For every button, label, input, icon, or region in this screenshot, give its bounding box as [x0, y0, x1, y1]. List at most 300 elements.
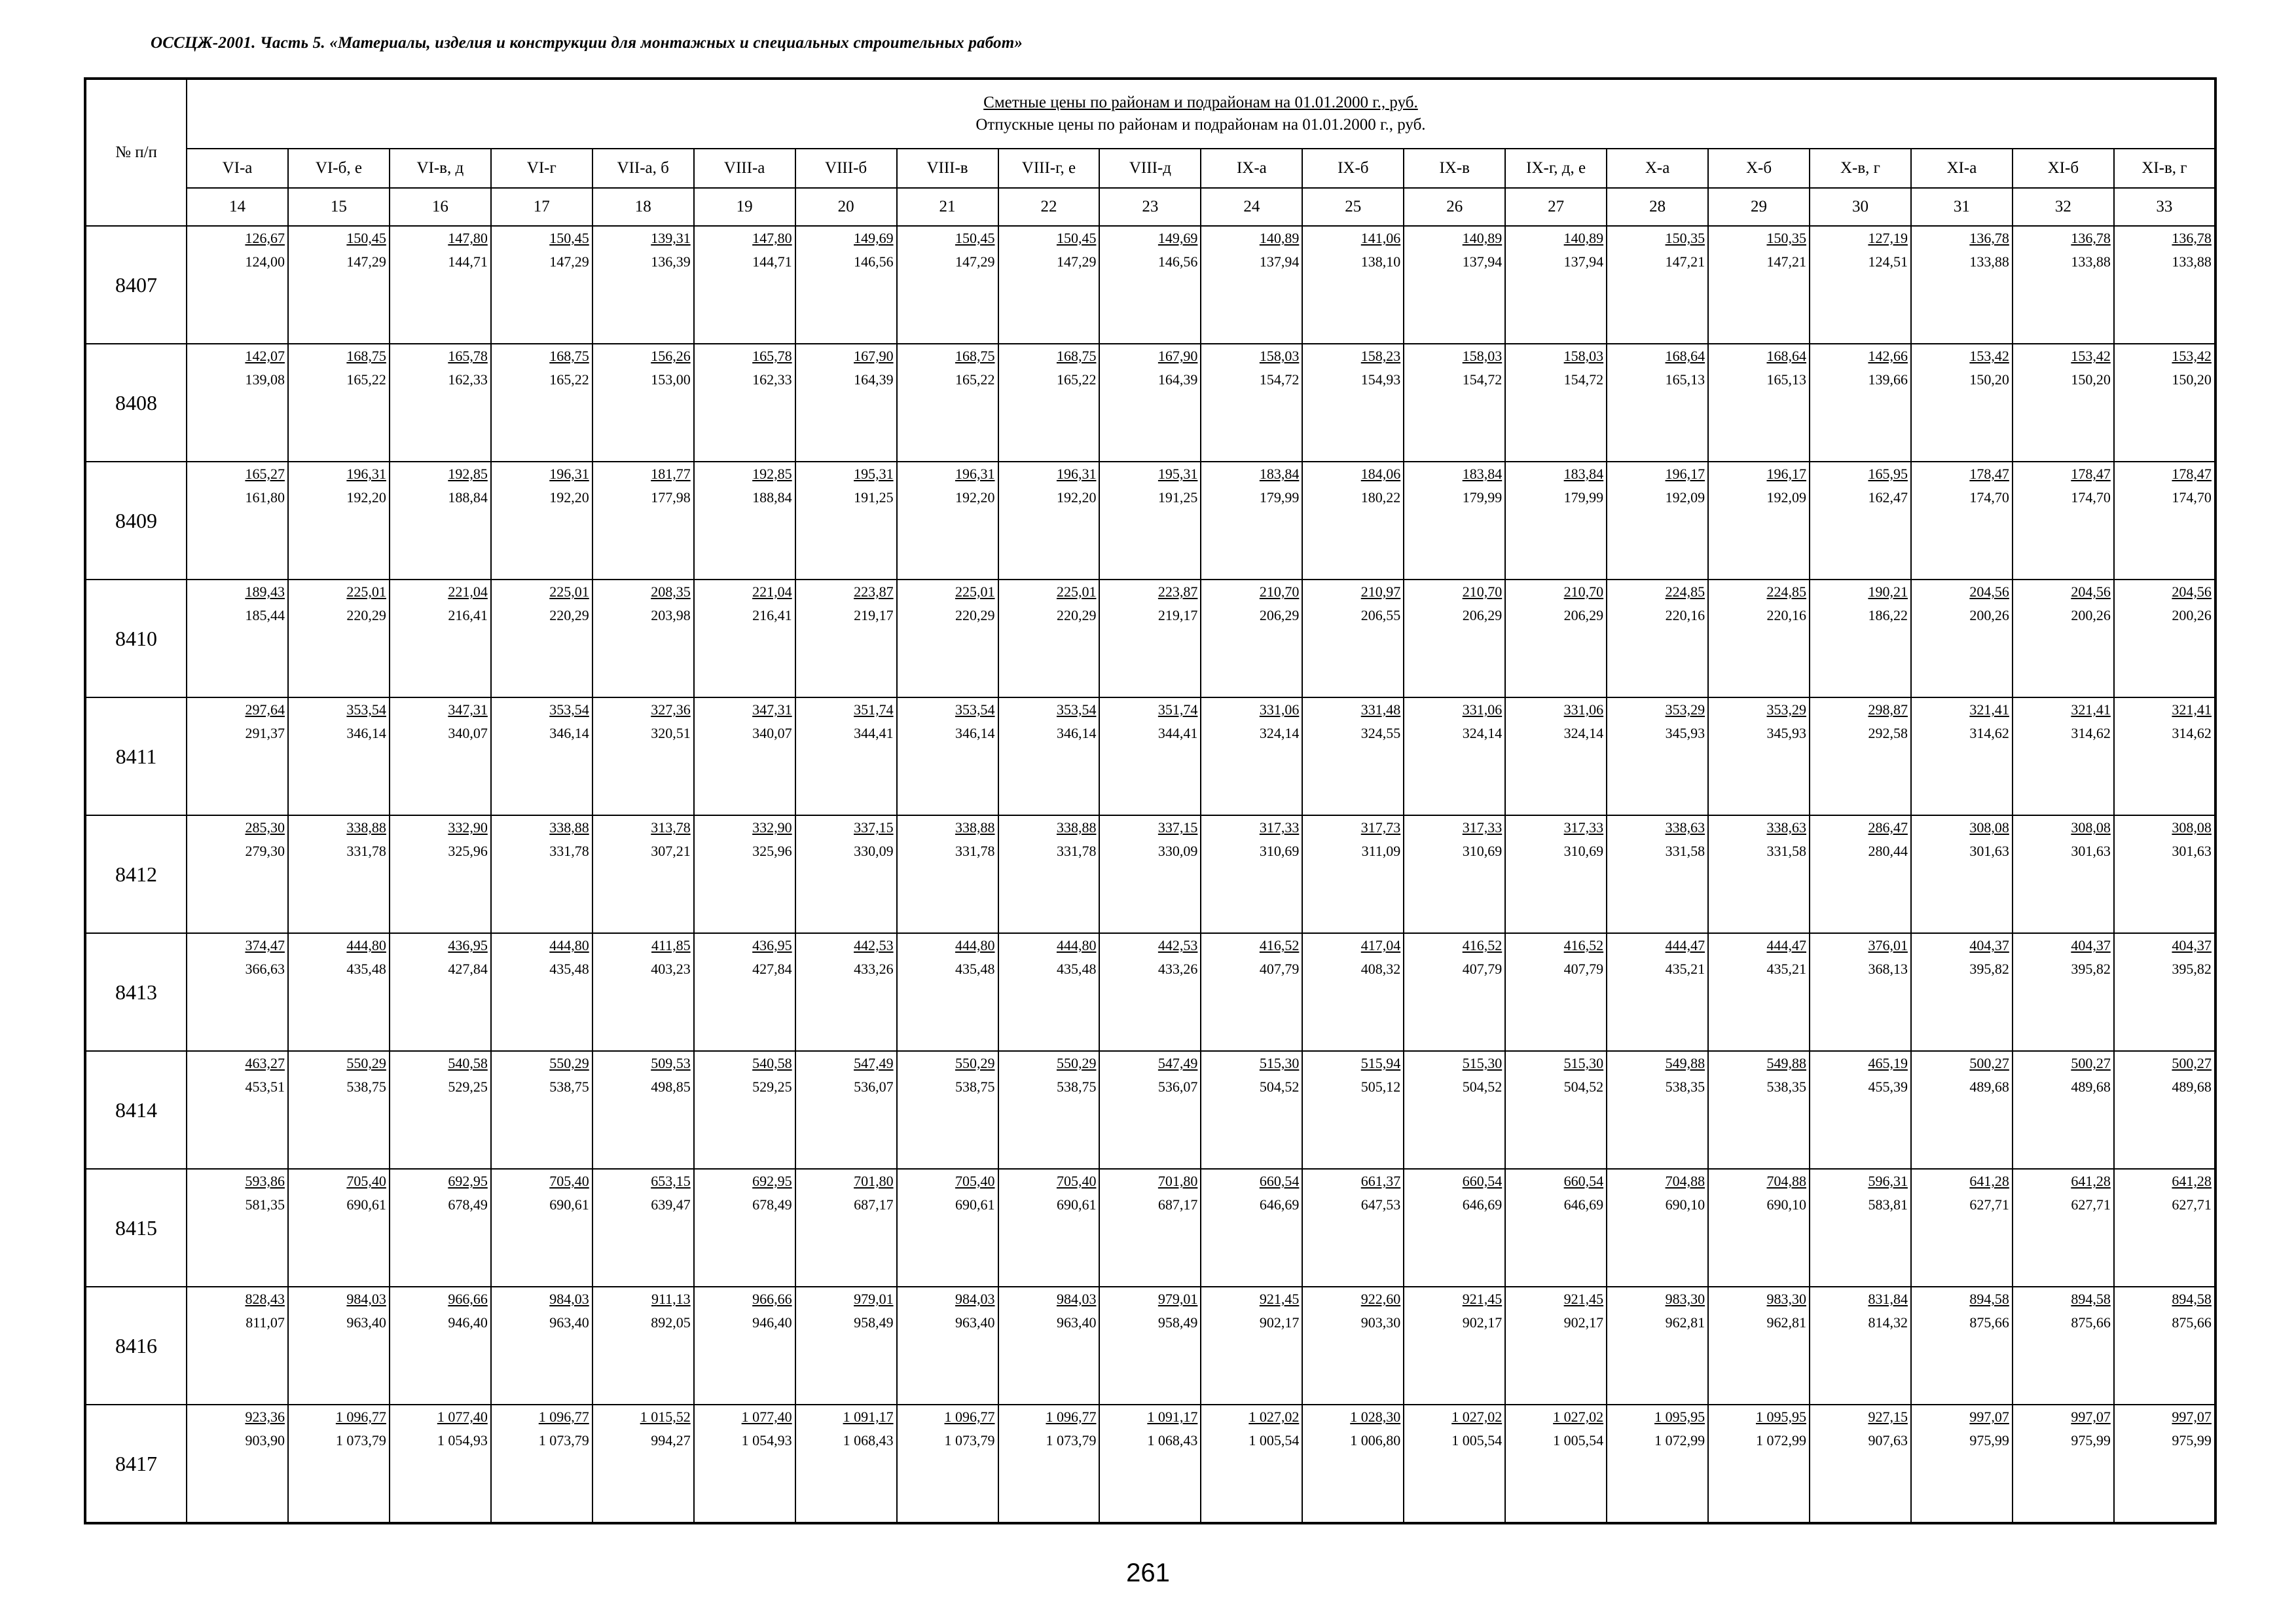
estimate-price: 190,21	[1868, 583, 1908, 600]
price-cell	[897, 1405, 998, 1523]
estimate-price: 353,29	[1766, 701, 1806, 718]
estimate-price: 321,41	[1969, 701, 2009, 718]
release-price: 144,71	[448, 253, 488, 270]
estimate-price: 308,08	[2071, 819, 2111, 836]
estimate-price: 997,07	[2071, 1409, 2111, 1425]
release-price: 435,48	[346, 961, 386, 977]
price-cell	[795, 697, 897, 815]
estimate-price: 204,56	[1969, 583, 2009, 600]
estimate-price-title: Сметные цены по районам и подрайонам на 01.01.2000 г., руб.	[983, 94, 1418, 111]
price-cell	[1708, 697, 1810, 815]
estimate-price: 331,48	[1360, 701, 1401, 718]
estimate-price: 165,78	[752, 348, 792, 364]
estimate-price: 347,31	[752, 701, 792, 718]
price-cell	[390, 933, 491, 1051]
price-cell	[1201, 462, 1302, 580]
price-cell	[1505, 580, 1607, 697]
release-price: 291,37	[245, 725, 285, 741]
release-price: 1 073,79	[335, 1432, 386, 1449]
column-number: 20	[795, 188, 897, 226]
estimate-price: 416,52	[1462, 937, 1503, 953]
district-header: VI-а	[187, 149, 288, 188]
release-price: 324,55	[1360, 725, 1401, 741]
release-price: 435,48	[1056, 961, 1097, 977]
price-cell	[1708, 933, 1810, 1051]
estimate-price: 374,47	[245, 937, 285, 953]
column-number: 28	[1607, 188, 1708, 226]
price-cell	[694, 1169, 795, 1287]
release-price: 310,69	[1563, 843, 1604, 859]
release-price: 489,68	[2071, 1079, 2111, 1095]
price-cell	[1201, 226, 1302, 344]
price-cell	[288, 344, 390, 462]
estimate-price: 661,37	[1360, 1173, 1401, 1189]
estimate-price: 196,31	[1056, 466, 1097, 482]
price-cell	[1505, 697, 1607, 815]
estimate-price: 515,30	[1462, 1055, 1503, 1071]
price-cell	[795, 462, 897, 580]
district-header: X-б	[1708, 149, 1810, 188]
price-cell	[1302, 1051, 1404, 1169]
release-price: 220,29	[955, 607, 995, 623]
price-cell	[187, 344, 288, 462]
release-price: 958,49	[1157, 1314, 1198, 1331]
price-cell	[897, 815, 998, 933]
release-price: 147,29	[955, 253, 995, 270]
price-cell	[897, 462, 998, 580]
release-price: 279,30	[245, 843, 285, 859]
release-price: 301,63	[1969, 843, 2009, 859]
release-price: 220,16	[1665, 607, 1705, 623]
release-price: 407,79	[1462, 961, 1503, 977]
estimate-price: 332,90	[752, 819, 792, 836]
release-price: 165,22	[346, 371, 386, 388]
release-price: 1 054,93	[741, 1432, 792, 1449]
release-price: 1 006,80	[1350, 1432, 1401, 1449]
release-price: 536,07	[854, 1079, 894, 1095]
estimate-price: 983,30	[1766, 1291, 1806, 1307]
release-price: 311,09	[1361, 843, 1401, 859]
release-price: 345,93	[1665, 725, 1705, 741]
estimate-price: 547,49	[1157, 1055, 1198, 1071]
price-cell	[288, 1169, 390, 1287]
estimate-price: 515,94	[1360, 1055, 1401, 1071]
release-price: 206,29	[1462, 607, 1503, 623]
price-cell	[2013, 1287, 2114, 1405]
price-cell	[2114, 1287, 2215, 1405]
price-cell	[1404, 697, 1505, 815]
release-price: 892,05	[651, 1314, 691, 1331]
price-cell	[390, 226, 491, 344]
estimate-price: 540,58	[448, 1055, 488, 1071]
estimate-price: 831,84	[1868, 1291, 1908, 1307]
release-price: 687,17	[854, 1196, 894, 1213]
price-cell	[1201, 815, 1302, 933]
price-cell	[1810, 933, 1911, 1051]
release-price: 331,78	[1056, 843, 1097, 859]
estimate-price: 150,35	[1766, 230, 1806, 246]
price-cell	[2013, 580, 2114, 697]
price-cell	[288, 462, 390, 580]
price-cell	[187, 1169, 288, 1287]
price-cell	[1505, 462, 1607, 580]
release-price: 395,82	[2071, 961, 2111, 977]
release-price: 814,32	[1868, 1314, 1908, 1331]
price-cell	[1911, 1169, 2013, 1287]
estimate-price: 641,28	[1969, 1173, 2009, 1189]
column-number-row	[85, 188, 2215, 226]
estimate-price: 921,45	[1259, 1291, 1300, 1307]
estimate-price: 444,80	[346, 937, 386, 953]
row-number: 8417	[85, 1405, 187, 1523]
estimate-price: 223,87	[1157, 583, 1198, 600]
price-cell	[2013, 1405, 2114, 1523]
release-price: 220,29	[346, 607, 386, 623]
estimate-price: 550,29	[955, 1055, 995, 1071]
estimate-price: 150,45	[955, 230, 995, 246]
estimate-price: 404,37	[2071, 937, 2111, 953]
estimate-price: 1 027,02	[1553, 1409, 1604, 1425]
price-cell	[998, 933, 1100, 1051]
estimate-price: 178,47	[2071, 466, 2111, 482]
release-price: 1 068,43	[843, 1432, 894, 1449]
price-cell	[1099, 1051, 1201, 1169]
estimate-price: 142,66	[1868, 348, 1908, 364]
release-price: 314,62	[2172, 725, 2212, 741]
estimate-price: 894,58	[1969, 1291, 2009, 1307]
estimate-price: 376,01	[1868, 937, 1908, 953]
price-cell	[2114, 933, 2215, 1051]
price-cell	[998, 226, 1100, 344]
price-cell	[795, 1405, 897, 1523]
release-price: 368,13	[1868, 961, 1908, 977]
release-price: 536,07	[1157, 1079, 1198, 1095]
price-cell	[592, 344, 694, 462]
price-cell	[1911, 344, 2013, 462]
release-price: 344,41	[1157, 725, 1198, 741]
estimate-price: 153,42	[1969, 348, 2009, 364]
release-price: 646,69	[1462, 1196, 1503, 1213]
estimate-price: 500,27	[1969, 1055, 2009, 1071]
release-price: 203,98	[651, 607, 691, 623]
estimate-price: 1 096,77	[944, 1409, 995, 1425]
estimate-price: 223,87	[854, 583, 894, 600]
release-price: 331,58	[1766, 843, 1806, 859]
release-price: 407,79	[1563, 961, 1604, 977]
estimate-price: 126,67	[245, 230, 285, 246]
release-price: 192,09	[1766, 489, 1806, 506]
estimate-price: 979,01	[1157, 1291, 1198, 1307]
estimate-price: 286,47	[1868, 819, 1908, 836]
price-cell	[998, 815, 1100, 933]
column-number: 27	[1505, 188, 1607, 226]
release-price: 162,33	[752, 371, 792, 388]
price-cell	[2013, 1051, 2114, 1169]
release-price: 529,25	[448, 1079, 488, 1095]
estimate-price: 150,45	[1056, 230, 1097, 246]
estimate-price: 338,88	[346, 819, 386, 836]
estimate-price: 321,41	[2071, 701, 2111, 718]
release-price: 963,40	[346, 1314, 386, 1331]
release-price: 146,56	[1157, 253, 1198, 270]
price-cell	[390, 697, 491, 815]
release-price: 1 072,99	[1654, 1432, 1705, 1449]
price-cell	[1911, 1287, 2013, 1405]
release-price: 220,16	[1766, 607, 1806, 623]
price-cell	[1404, 1169, 1505, 1287]
estimate-price: 184,06	[1360, 466, 1401, 482]
price-cell	[390, 462, 491, 580]
table-row	[85, 226, 2215, 344]
release-price: 147,21	[1766, 253, 1806, 270]
price-cell	[795, 933, 897, 1051]
price-cell	[998, 1287, 1100, 1405]
price-cell	[390, 815, 491, 933]
price-cell	[491, 462, 592, 580]
estimate-price: 317,33	[1462, 819, 1503, 836]
estimate-price: 549,88	[1665, 1055, 1705, 1071]
release-price: 407,79	[1259, 961, 1300, 977]
price-cell	[2013, 344, 2114, 462]
row-number: 8413	[85, 933, 187, 1051]
estimate-price: 416,52	[1563, 937, 1604, 953]
price-cell	[2013, 933, 2114, 1051]
estimate-price: 156,26	[651, 348, 691, 364]
release-price: 504,52	[1563, 1079, 1604, 1095]
estimate-price: 168,64	[1766, 348, 1806, 364]
release-price: 902,17	[1563, 1314, 1604, 1331]
price-cell	[1708, 1169, 1810, 1287]
release-price: 331,78	[549, 843, 589, 859]
estimate-price: 308,08	[2172, 819, 2212, 836]
price-cell	[1201, 1051, 1302, 1169]
estimate-price: 705,40	[346, 1173, 386, 1189]
estimate-price: 966,66	[448, 1291, 488, 1307]
release-price: 164,39	[854, 371, 894, 388]
price-cell	[1302, 1287, 1404, 1405]
estimate-price: 149,69	[854, 230, 894, 246]
estimate-price: 701,80	[1157, 1173, 1198, 1189]
estimate-price: 927,15	[1868, 1409, 1908, 1425]
release-price: 174,70	[2172, 489, 2212, 506]
estimate-price: 196,17	[1766, 466, 1806, 482]
district-header: X-в, г	[1810, 149, 1911, 188]
estimate-price: 1 096,77	[335, 1409, 386, 1425]
price-cell	[1607, 1169, 1708, 1287]
release-price: 427,84	[752, 961, 792, 977]
estimate-price: 997,07	[2172, 1409, 2212, 1425]
release-price: 220,29	[1056, 607, 1097, 623]
district-header: IX-а	[1201, 149, 1302, 188]
estimate-price: 1 091,17	[1147, 1409, 1198, 1425]
estimate-price: 660,54	[1259, 1173, 1300, 1189]
estimate-price: 894,58	[2071, 1291, 2111, 1307]
district-header: VIII-в	[897, 149, 998, 188]
price-cell	[795, 815, 897, 933]
release-price: 875,66	[2172, 1314, 2212, 1331]
price-cell	[1404, 344, 1505, 462]
release-price: 1 073,79	[538, 1432, 589, 1449]
release-price: 538,75	[955, 1079, 995, 1095]
release-price: 147,21	[1665, 253, 1705, 270]
price-cell	[694, 1405, 795, 1523]
release-price: 529,25	[752, 1079, 792, 1095]
estimate-price: 351,74	[1157, 701, 1198, 718]
release-price-title: Отпускные цены по районам и подрайонам на 01.01.2000 г., руб.	[975, 116, 1426, 134]
release-price: 150,20	[2172, 371, 2212, 388]
price-cell	[1810, 462, 1911, 580]
estimate-price: 701,80	[854, 1173, 894, 1189]
price-cell	[1201, 344, 1302, 462]
district-header: VIII-д	[1099, 149, 1201, 188]
estimate-price: 979,01	[854, 1291, 894, 1307]
estimate-price: 416,52	[1259, 937, 1300, 953]
price-cell	[1607, 697, 1708, 815]
release-price: 179,99	[1462, 489, 1503, 506]
price-cell	[1302, 1169, 1404, 1287]
estimate-price: 150,45	[346, 230, 386, 246]
estimate-price: 1 027,02	[1248, 1409, 1300, 1425]
estimate-price: 136,78	[2071, 230, 2111, 246]
price-cell	[1810, 344, 1911, 462]
price-cell	[2114, 580, 2215, 697]
price-cell	[694, 344, 795, 462]
table-row	[85, 1169, 2215, 1287]
price-cell	[1201, 1405, 1302, 1523]
price-cell	[694, 815, 795, 933]
release-price: 162,47	[1868, 489, 1908, 506]
estimate-price: 704,88	[1766, 1173, 1806, 1189]
estimate-price: 183,84	[1563, 466, 1604, 482]
estimate-price: 540,58	[752, 1055, 792, 1071]
price-cell	[1810, 815, 1911, 933]
price-cell	[897, 1287, 998, 1405]
column-number: 24	[1201, 188, 1302, 226]
release-price: 690,61	[1056, 1196, 1097, 1213]
column-number: 25	[1302, 188, 1404, 226]
release-price: 331,58	[1665, 843, 1705, 859]
district-header: XI-в, г	[2114, 149, 2215, 188]
price-cell	[897, 580, 998, 697]
release-price: 320,51	[651, 725, 691, 741]
release-price: 975,99	[1969, 1432, 2009, 1449]
price-cell	[491, 226, 592, 344]
estimate-price: 1 095,95	[1756, 1409, 1806, 1425]
release-price: 646,69	[1563, 1196, 1604, 1213]
price-cell	[1911, 815, 2013, 933]
estimate-price: 911,13	[651, 1291, 691, 1307]
estimate-price: 660,54	[1462, 1173, 1503, 1189]
price-cell	[187, 580, 288, 697]
district-header: VII-а, б	[592, 149, 694, 188]
release-price: 678,49	[448, 1196, 488, 1213]
release-price: 403,23	[651, 961, 691, 977]
price-cell	[390, 1405, 491, 1523]
release-price: 200,26	[2071, 607, 2111, 623]
estimate-price: 195,31	[854, 466, 894, 482]
column-number: 29	[1708, 188, 1810, 226]
estimate-price: 168,75	[1056, 348, 1097, 364]
price-cell	[1302, 815, 1404, 933]
price-cell	[1708, 1287, 1810, 1405]
release-price: 408,32	[1360, 961, 1401, 977]
price-cell	[1099, 344, 1201, 462]
release-price: 455,39	[1868, 1079, 1908, 1095]
district-header: IX-г, д, е	[1505, 149, 1607, 188]
estimate-price: 337,15	[1157, 819, 1198, 836]
release-price: 946,40	[752, 1314, 792, 1331]
price-cell	[1708, 462, 1810, 580]
estimate-price: 168,75	[955, 348, 995, 364]
release-price: 875,66	[1969, 1314, 2009, 1331]
column-number: 33	[2114, 188, 2215, 226]
price-cell	[998, 580, 1100, 697]
release-price: 147,29	[549, 253, 589, 270]
estimate-price: 141,06	[1360, 230, 1401, 246]
price-cell	[1708, 344, 1810, 462]
estimate-price: 178,47	[2172, 466, 2212, 482]
price-cell	[390, 344, 491, 462]
release-price: 174,70	[1969, 489, 2009, 506]
release-price: 344,41	[854, 725, 894, 741]
estimate-price: 353,54	[549, 701, 589, 718]
release-price: 124,00	[245, 253, 285, 270]
release-price: 192,09	[1665, 489, 1705, 506]
estimate-price: 1 027,02	[1451, 1409, 1503, 1425]
release-price: 678,49	[752, 1196, 792, 1213]
price-cell	[592, 697, 694, 815]
estimate-price: 204,56	[2071, 583, 2111, 600]
release-price: 504,52	[1259, 1079, 1300, 1095]
estimate-price: 196,31	[549, 466, 589, 482]
price-cell	[592, 1287, 694, 1405]
estimate-price: 210,70	[1563, 583, 1604, 600]
table-row	[85, 580, 2215, 697]
release-price: 219,17	[854, 607, 894, 623]
estimate-price: 550,29	[346, 1055, 386, 1071]
price-cell	[288, 1405, 390, 1523]
estimate-price: 298,87	[1868, 701, 1908, 718]
column-number: 32	[2013, 188, 2114, 226]
estimate-price: 140,89	[1259, 230, 1300, 246]
price-cell	[1201, 933, 1302, 1051]
release-price: 903,90	[245, 1432, 285, 1449]
price-cell	[795, 344, 897, 462]
release-price: 192,20	[955, 489, 995, 506]
price-cell	[1302, 933, 1404, 1051]
release-price: 435,48	[955, 961, 995, 977]
price-cell	[1708, 1051, 1810, 1169]
price-cell	[491, 1405, 592, 1523]
release-price: 179,99	[1259, 489, 1300, 506]
district-header: VIII-г, е	[998, 149, 1100, 188]
release-price: 154,72	[1462, 371, 1503, 388]
release-price: 1 072,99	[1756, 1432, 1806, 1449]
price-cell	[2114, 226, 2215, 344]
row-number: 8410	[85, 580, 187, 697]
release-price: 1 005,54	[1553, 1432, 1604, 1449]
estimate-price: 192,85	[752, 466, 792, 482]
release-price: 200,26	[2172, 607, 2212, 623]
release-price: 538,35	[1766, 1079, 1806, 1095]
price-cell	[187, 1287, 288, 1405]
release-price: 346,14	[1056, 725, 1097, 741]
estimate-price: 147,80	[448, 230, 488, 246]
price-cell	[1404, 580, 1505, 697]
price-cell	[2114, 1169, 2215, 1287]
price-cell	[187, 1051, 288, 1169]
release-price: 346,14	[549, 725, 589, 741]
